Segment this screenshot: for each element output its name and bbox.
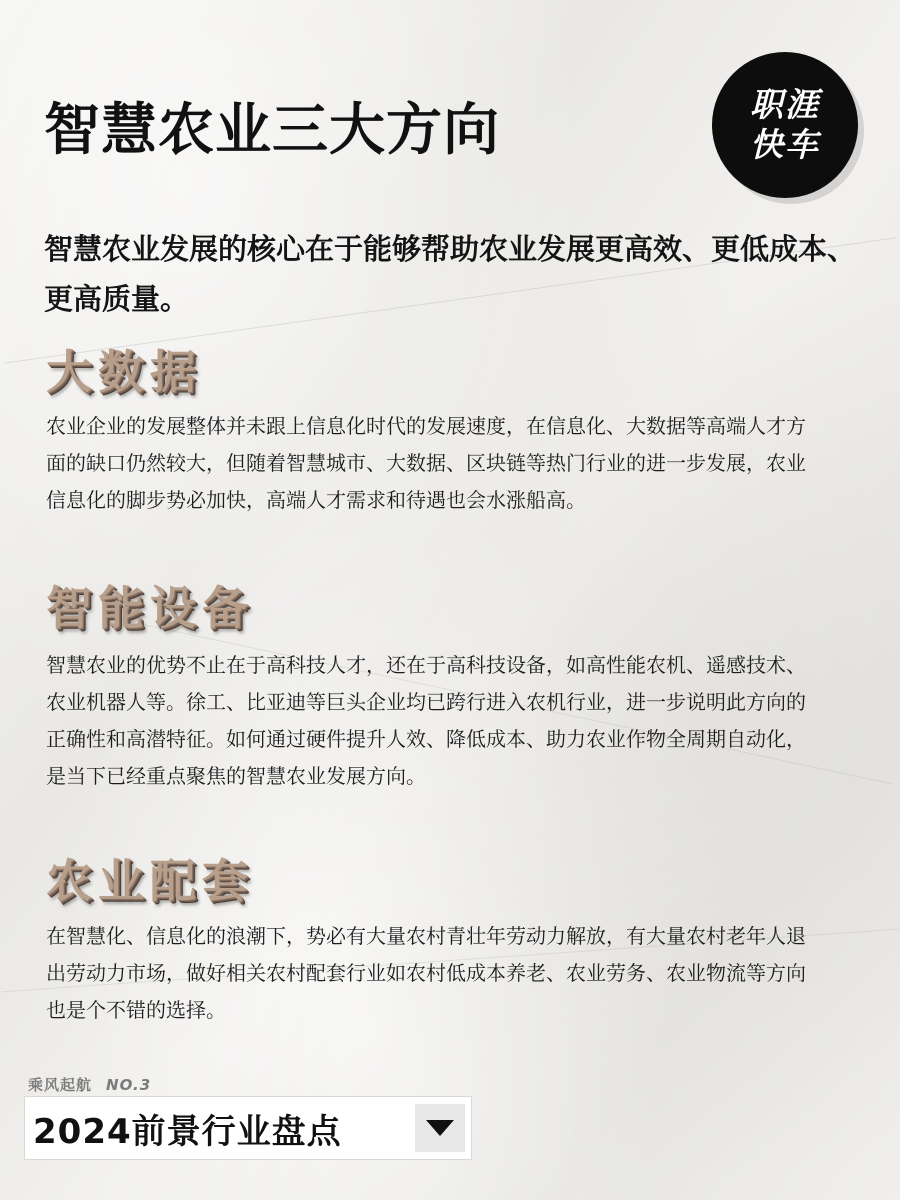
section-body-big-data: 农业企业的发展整体并未跟上信息化时代的发展速度，在信息化、大数据等高端人才方面的缺口仍然较大，但随着智慧城市、大数据、区块链等热门行业的进一步发展，农业信息化的脚步势必加快，高端人才需求和待遇也会水涨船高。 <box>46 414 806 512</box>
section-body-agri-support: 在智慧化、信息化的浪潮下，势必有大量农村青壮年劳动力解放，有大量农村老年人退出劳动力市场，做好相关农村配套行业如农村低成本养老、农业劳务、农业物流等方向也是个不错的选择。 <box>46 924 806 1022</box>
section-heading-agri-support: 农业配套 <box>46 854 254 908</box>
brand-badge <box>712 52 858 198</box>
section-heading-smart-devices: 智能设备 <box>46 581 254 635</box>
series-title-box <box>24 1096 472 1160</box>
series-name: 乘风起航 <box>28 1076 93 1094</box>
section-body-smart-devices: 智慧农业的优势不止在于高科技人才，还在于高科技设备，如高性能农机、遥感技术、农业机器人等。徐工、比亚迪等巨头企业均已跨行进入农机行业，进一步说明此方向的正确性和高潜特征。如何通过硬件提升人效、降低成本、助力农业作物全周期自动化，是当下已经重点聚焦的智慧农业发展方向。 <box>46 653 806 788</box>
triangle-down-icon <box>426 1120 454 1136</box>
brand-badge-line-1: 职涯 <box>750 85 820 124</box>
series-number: NO.3 <box>106 1076 152 1094</box>
section-heading-big-data: 大数据 <box>46 345 202 399</box>
series-title: 2024前景行业盘点 <box>33 1111 342 1152</box>
dropdown-button[interactable] <box>415 1104 465 1152</box>
brand-badge-line-2: 快车 <box>750 125 820 164</box>
series-label <box>28 1074 151 1095</box>
intro-text: 智慧农业发展的核心在于能够帮助农业发展更高效、更低成本、更高质量。 <box>44 232 857 316</box>
page-title: 智慧农业三大方向 <box>44 98 500 163</box>
